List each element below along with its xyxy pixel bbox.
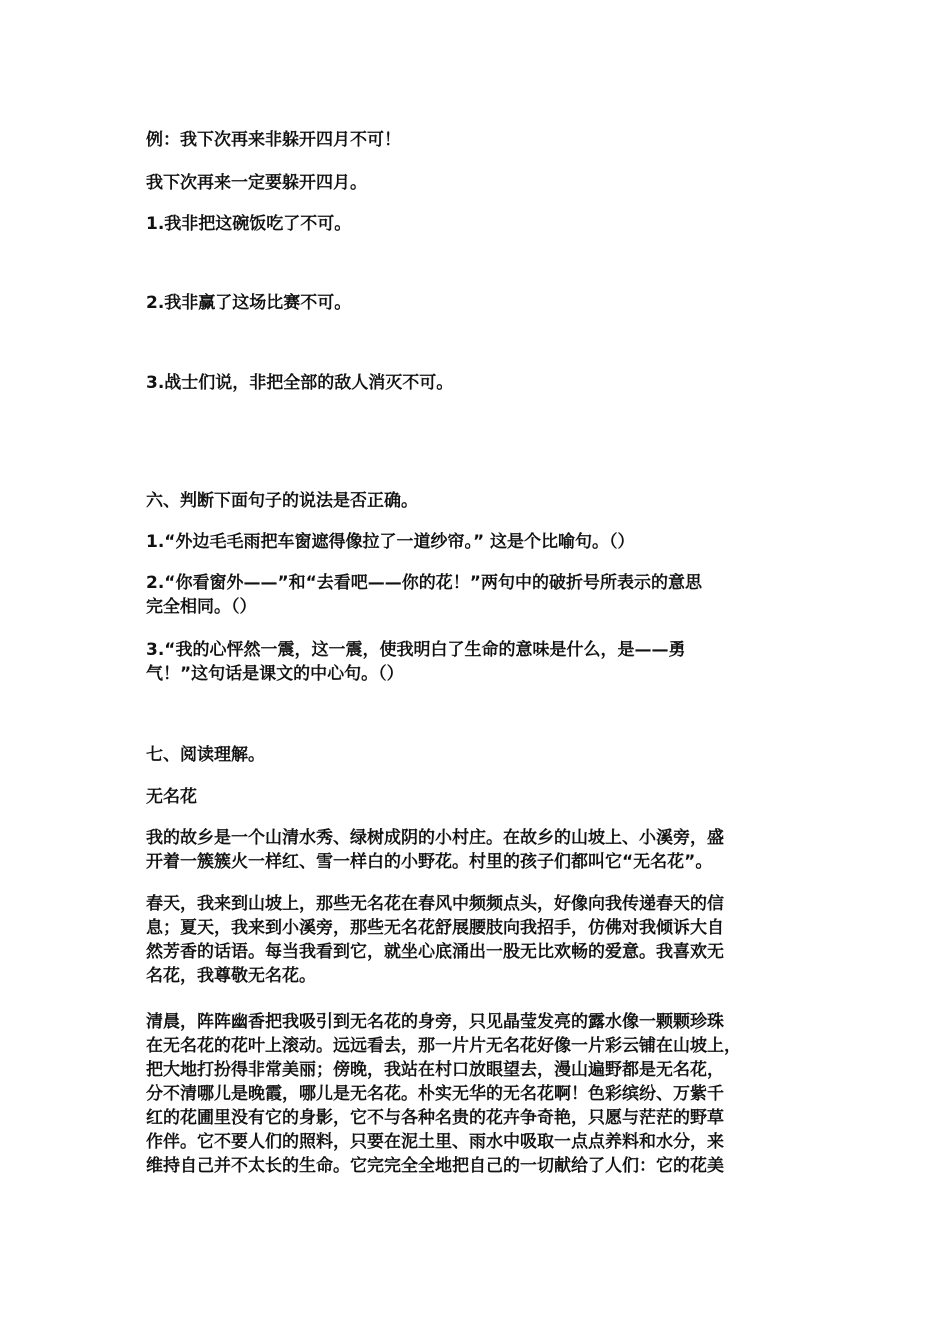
rewrite-item-3: 3.战士们说，非把全部的敌人消灭不可。 [146, 373, 454, 393]
judge-question-2 [146, 571, 816, 619]
judge-question-3-line-2: 气！”这句话是课文的中心句。（） [146, 664, 404, 684]
paragraph-line: 作伴。它不要人们的照料，只要在泥土里、雨水中吸取一点点养料和水分，来 [146, 1132, 724, 1152]
rewrite-item-1: 1.我非把这碗饭吃了不可。 [146, 214, 352, 234]
paragraph-line: 分不清哪儿是晚霞，哪儿是无名花。朴实无华的无名花啊！色彩缤纷、万紫千 [146, 1084, 724, 1104]
paragraph-line: 维持自己并不太长的生命。它完完全全地把自己的一切献给了人们：它的花美 [146, 1156, 724, 1176]
paragraph-line: 我的故乡是一个山清水秀、绿树成阴的小村庄。在故乡的山坡上、小溪旁，盛 [146, 828, 724, 848]
section-7-heading: 七、阅读理解。 [146, 745, 265, 765]
paragraph-line: 息；夏天，我来到小溪旁，那些无名花舒展腰肢向我招手，仿佛对我倾诉大自 [146, 918, 724, 938]
paragraph-line: 名花，我尊敬无名花。 [146, 966, 316, 986]
paragraph-line: 清晨，阵阵幽香把我吸引到无名花的身旁，只见晶莹发亮的露水像一颗颗珍珠 [146, 1012, 724, 1032]
judge-question-2-line-1: 2.“你看窗外——”和“去看吧——你的花！”两句中的破折号所表示的意思 [146, 573, 702, 593]
passage-paragraph-3 [146, 1010, 816, 1178]
passage-paragraph-2 [146, 892, 816, 988]
passage-paragraph-1 [146, 826, 816, 874]
rewrite-item-2: 2.我非赢了这场比赛不可。 [146, 293, 352, 313]
judge-question-1: 1.“外边毛毛雨把车窗遮得像拉了一道纱帘。” 这是个比喻句。（） [146, 532, 635, 552]
judge-question-3 [146, 638, 816, 686]
paragraph-line: 红的花圃里没有它的身影，它不与各种名贵的花卉争奇艳，只愿与茫茫的野草 [146, 1108, 724, 1128]
example-sentence: 例：我下次再来非躲开四月不可！ [146, 130, 401, 150]
example-answer: 我下次再来一定要躲开四月。 [146, 173, 367, 193]
paragraph-line: 然芳香的话语。每当我看到它，就坐心底涌出一股无比欢畅的爱意。我喜欢无 [146, 942, 724, 962]
paragraph-line: 在无名花的花叶上滚动。远远看去，那一片片无名花好像一片彩云铺在山坡上， [146, 1036, 741, 1056]
paragraph-line: 开着一簇簇火一样红、雪一样白的小野花。村里的孩子们都叫它“无名花”。 [146, 852, 713, 872]
paragraph-line: 春天，我来到山坡上，那些无名花在春风中频频点头，好像向我传递春天的信 [146, 894, 724, 914]
judge-question-2-line-2: 完全相同。（） [146, 597, 257, 617]
section-6-heading: 六、判断下面句子的说法是否正确。 [146, 491, 418, 511]
judge-question-3-line-1: 3.“我的心怦然一震，这一震，使我明白了生命的意味是什么，是——勇 [146, 640, 686, 660]
paragraph-line: 把大地打扮得非常美丽；傍晚，我站在村口放眼望去，漫山遍野都是无名花， [146, 1060, 724, 1080]
passage-title: 无名花 [146, 787, 197, 807]
